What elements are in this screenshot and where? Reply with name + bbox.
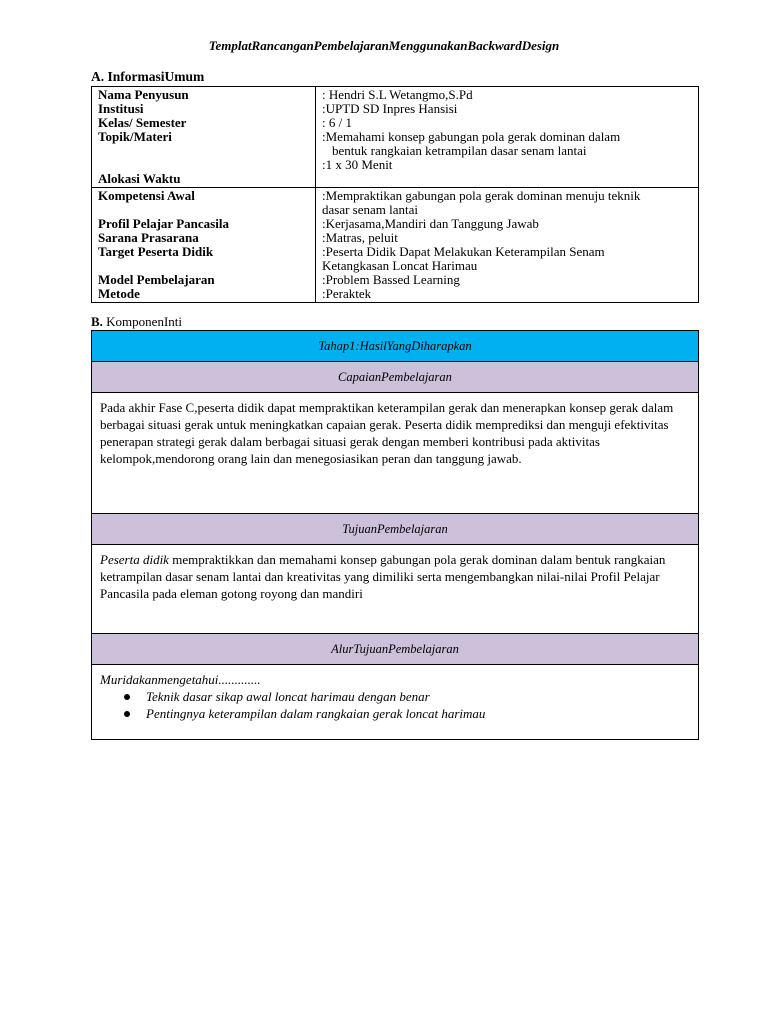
bullet-icon	[124, 694, 130, 700]
value-metode: :Peraktek	[322, 286, 372, 301]
info-labels-cell	[92, 188, 316, 303]
label-topik-materi: Topik/Materi	[98, 129, 172, 144]
value-institusi: :UPTD SD Inpres Hansisi	[322, 101, 458, 116]
value-topik-materi: :Memahami konsep gabungan pola gerak dominan dalam	[322, 129, 621, 144]
capaian-text: Pada akhir Fase C,peserta didik dapat mempraktikan keterampilan gerak dan menerapkan konsep gerak dalam berbagai situasi gerak untuk meningkatkan capaian gerak. Peserta didik memprediksi dan menguji efektivitas penerapan strategi gerak dalam berbagai situasi gerak dengan memberi kontribusi pada aktivitas kelompok,mendorong orang lain dan menegosiasikan peran dan tanggung jawab.	[92, 393, 698, 514]
label-target-peserta: Target Peserta Didik	[98, 244, 214, 259]
list-item-text: Pentingnya keterampilan dalam rangkaian gerak loncat harimau	[146, 706, 486, 721]
tujuan-header: TujuanPembelajaran	[92, 514, 698, 545]
value-topik-materi-cont: bentuk rangkaian ketrampilan dasar senam lantai	[332, 143, 587, 158]
alur-header: AlurTujuanPembelajaran	[92, 634, 698, 665]
section-a-heading: A. InformasiUmum	[91, 69, 205, 84]
label-alokasi-waktu: Alokasi Waktu	[98, 171, 181, 186]
value-alokasi-waktu: :1 x 30 Menit	[322, 157, 393, 172]
list-item-text: Teknik dasar sikap awal loncat harimau dengan benar	[146, 689, 430, 704]
value-target-peserta: :Peserta Didik Dapat Melakukan Keterampilan Senam	[322, 244, 605, 259]
label-nama-penyusun: Nama Penyusun	[98, 87, 189, 102]
value-nama-penyusun: : Hendri S.L Wetangmo,S.Pd	[322, 87, 473, 102]
label-blank	[98, 144, 309, 158]
stage-header: Tahap1:HasilYangDiharapkan	[92, 331, 698, 362]
tujuan-text: mempraktikkan dan memahami konsep gabungan pola gerak dominan dalam bentuk rangkaian ketrampilan dasar senam lantai dan kreativitas yang dimiliki serta mengembangkan nilai-nilai Profil Pelajar Pancasila pada eleman gotong royong dan mandiri	[100, 552, 666, 601]
value-profil-pelajar: :Kerjasama,Mandiri dan Tanggung Jawab	[322, 216, 539, 231]
list-item	[100, 705, 690, 722]
tujuan-subject: Peserta didik	[100, 552, 169, 567]
label-model-pembelajaran: Model Pembelajaran	[98, 272, 215, 287]
value-blank	[322, 172, 692, 186]
alur-body	[92, 665, 698, 739]
info-values-cell	[316, 188, 699, 303]
label-kompetensi-awal: Kompetensi Awal	[98, 188, 195, 203]
info-labels-cell	[92, 87, 316, 188]
info-row	[92, 87, 699, 188]
core-component-table	[91, 330, 699, 740]
capaian-header: CapaianPembelajaran	[92, 362, 698, 393]
label-profil-pelajar: Profil Pelajar Pancasila	[98, 216, 229, 231]
label-blank	[98, 158, 309, 172]
value-sarana-prasarana: :Matras, peluit	[322, 230, 398, 245]
label-blank	[98, 203, 309, 217]
general-info-table	[91, 86, 699, 303]
section-b-label: KomponenInti	[106, 314, 182, 329]
section-b-heading	[91, 314, 182, 330]
info-values-cell	[316, 87, 699, 188]
label-sarana-prasarana: Sarana Prasarana	[98, 230, 199, 245]
label-kelas-semester: Kelas/ Semester	[98, 115, 187, 130]
value-kompetensi-awal: :Mempraktikan gabungan pola gerak dominan menuju teknik	[322, 188, 641, 203]
label-institusi: Institusi	[98, 101, 144, 116]
info-row	[92, 188, 699, 303]
section-b-letter: B.	[91, 314, 103, 329]
value-target-peserta-cont: Ketangkasan Loncat Harimau	[322, 258, 478, 273]
value-kompetensi-awal-cont: dasar senam lantai	[322, 202, 419, 217]
tujuan-body	[92, 545, 698, 634]
document-title: TemplatRancanganPembelajaranMenggunakanBackwardDesign	[208, 38, 560, 53]
label-blank	[98, 259, 309, 273]
alur-intro: Muridakanmengetahui.............	[100, 672, 261, 687]
label-metode: Metode	[98, 286, 140, 301]
bullet-icon	[124, 711, 130, 717]
value-kelas-semester: : 6 / 1	[322, 115, 352, 130]
list-item	[100, 688, 690, 705]
value-model-pembelajaran: :Problem Bassed Learning	[322, 272, 460, 287]
